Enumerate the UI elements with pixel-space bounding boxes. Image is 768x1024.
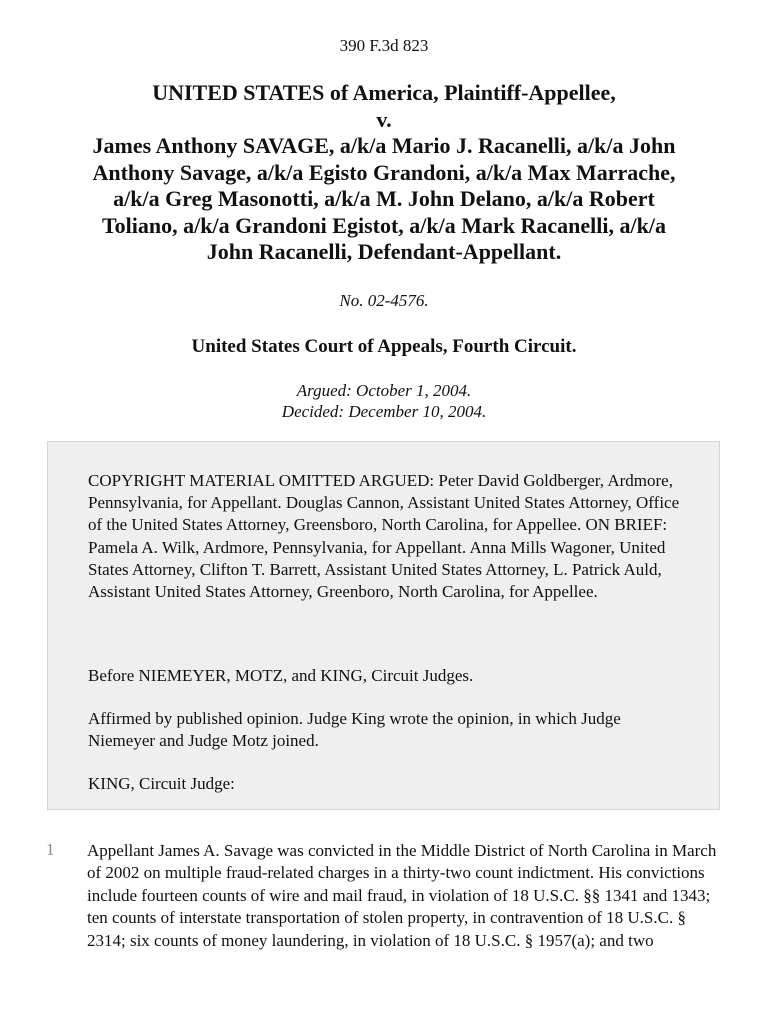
caption-defendant-line: Anthony Savage, a/k/a Egisto Grandoni, a/k/a Max Marrache, <box>92 159 676 185</box>
argued-date: Argued: October 1, 2004. <box>296 381 472 400</box>
caption-defendant-line: a/k/a Greg Masonotti, a/k/a M. John Delano, a/k/a Robert <box>113 186 655 211</box>
case-citation: 390 F.3d 823 <box>339 36 429 55</box>
case-caption <box>40 80 728 266</box>
docket-number: No. 02-4576. <box>339 291 429 310</box>
opinion-author: KING, Circuit Judge: <box>88 774 235 793</box>
opinion-paragraph: Appellant James A. Savage was convicted in the Middle District of North Carolina in March of 2002 on multiple fraud-related charges in a thirty-two count indictment. His convictions include fourteen counts of wire and mail fraud, in violation of 18 U.S.C. §§ 1341 and 1343; ten counts of interstate transportation of stolen property, in contravention of 18 U.S.C. § 2314; six counts of money laundering, in violation of 18 U.S.C. § 1957(a); and two <box>87 841 717 950</box>
caption-defendant-line: James Anthony SAVAGE, a/k/a Mario J. Racanelli, a/k/a John <box>92 133 676 158</box>
headnote-box <box>47 441 720 810</box>
court-name: United States Court of Appeals, Fourth Circuit. <box>191 336 577 357</box>
judges-panel: Before NIEMEYER, MOTZ, and KING, Circuit Judges. <box>88 666 474 685</box>
paragraph-number: 1 <box>46 840 55 859</box>
caption-versus: v. <box>376 106 392 132</box>
disposition: Affirmed by published opinion. Judge King wrote the opinion, in which Judge Niemeyer and Judge Motz joined. <box>88 709 621 751</box>
caption-defendant-line: John Racanelli, Defendant-Appellant. <box>206 239 562 264</box>
case-dates <box>0 380 768 422</box>
caption-defendant-line: Toliano, a/k/a Grandoni Egistot, a/k/a Mark Racanelli, a/k/a <box>102 212 666 238</box>
caption-plaintiff: UNITED STATES of America, Plaintiff-Appellee, <box>152 80 616 105</box>
decided-date: Decided: December 10, 2004. <box>281 402 487 421</box>
counsel-listing: COPYRIGHT MATERIAL OMITTED ARGUED: Peter David Goldberger, Ardmore, Pennsylvania, for Appellant. Douglas Cannon, Assistant United States Attorney, Office of the United States Attorney, Greensboro, North Carolina, for Appellee. ON BRIEF: Pamela A. Wilk, Ardmore, Pennsylvania, for Appellant. Anna Mills Wagoner, United States Attorney, Clifton T. Barrett, Assistant United States Attorney, L. Patrick Auld, Assistant United States Attorney, Greenboro, North Carolina, for Appellee. <box>88 471 680 602</box>
